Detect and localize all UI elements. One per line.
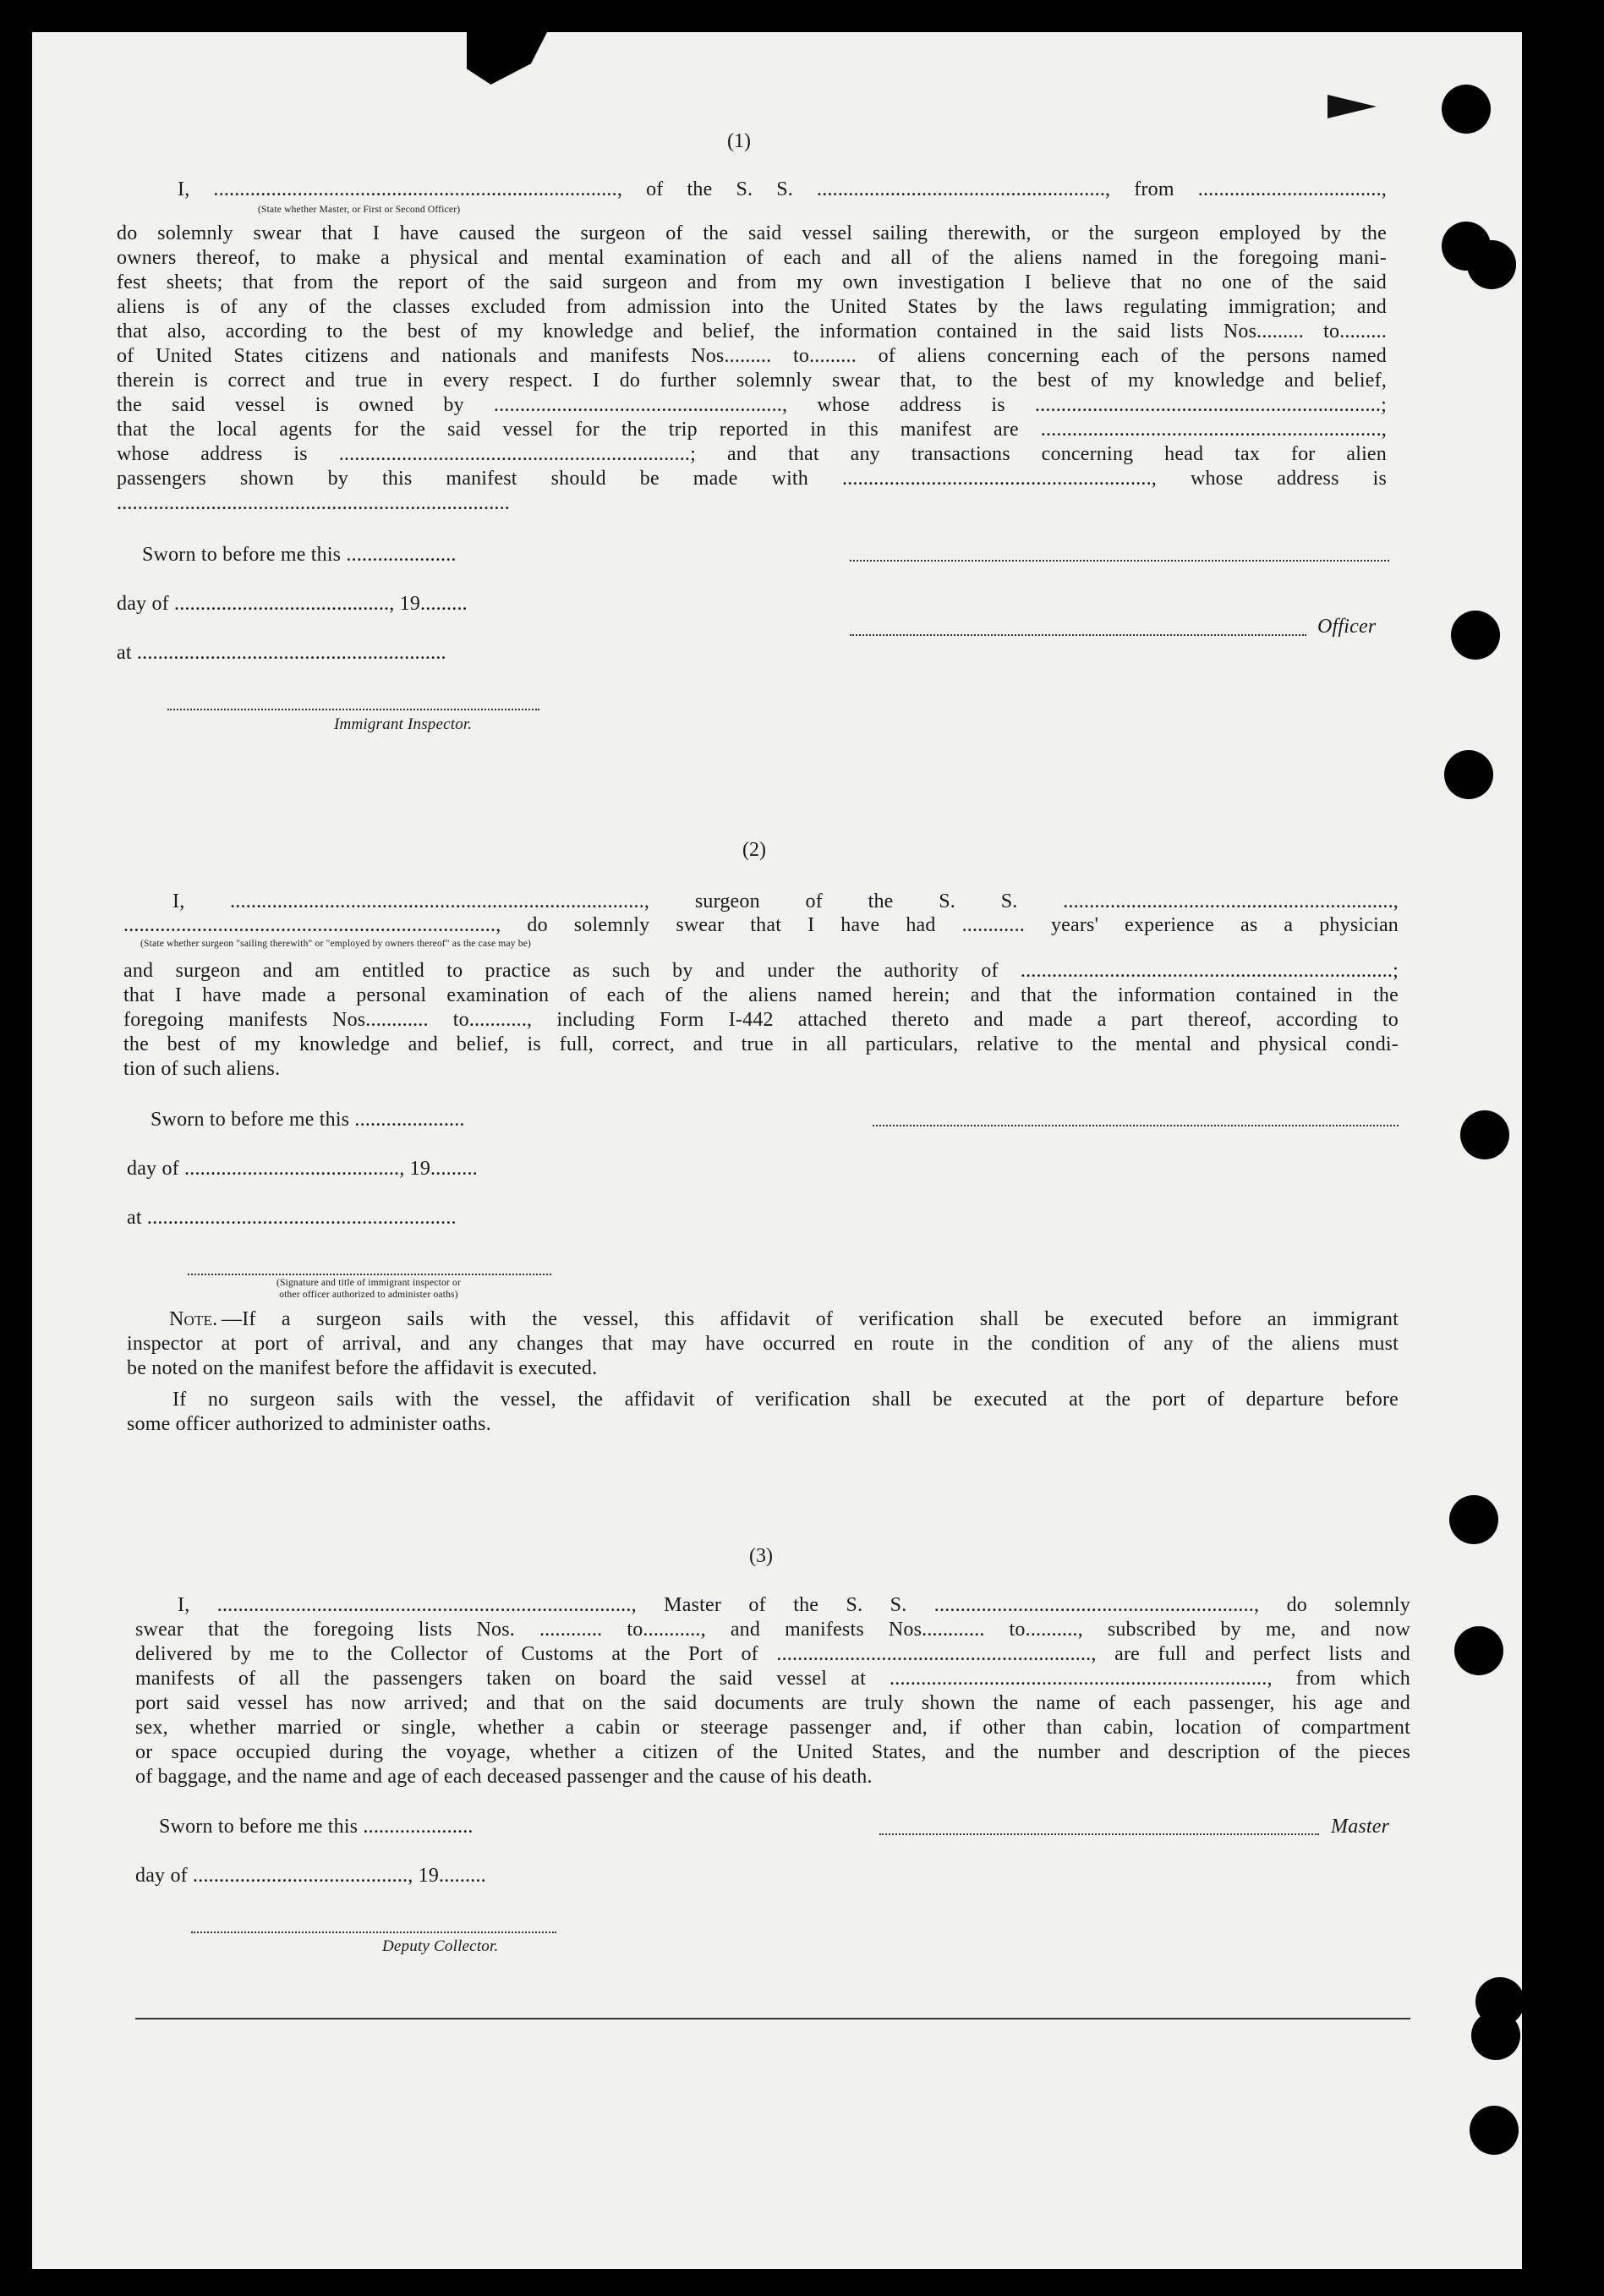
bottom-rule (135, 2018, 1410, 2019)
body-line: of United States citizens and nationals and manifests Nos......... to......... of aliens concerning each of the persons named (117, 345, 1387, 367)
at-line: at ........................................................... (127, 1207, 457, 1229)
field-caption: (State whether Master, or First or Second Officer) (258, 205, 461, 215)
day-line: day of ........................................., 19......... (135, 1865, 486, 1887)
inspector-signature-line (167, 709, 539, 710)
body-line: do solemnly swear that I have caused the surgeon of the said vessel sailing therewith, or the surgeon employed by the (117, 222, 1387, 244)
at-line: at ........................................................... (117, 642, 446, 664)
oath-line-1: I, ............................................................................., of the S. S. ......................................................., from ..................................., (178, 178, 1387, 200)
body-line: the best of my knowledge and belief, is full, correct, and true in all particulars, relative to the mental and physical condi- (123, 1033, 1399, 1055)
body-line: tion of such aliens. (123, 1058, 281, 1080)
body-line: or space occupied during the voyage, whether a citizen of the United States, and the number and description of the pieces (135, 1741, 1410, 1763)
inspector-label: Immigrant Inspector. (334, 715, 473, 733)
deputy-signature-line (191, 1932, 556, 1933)
master-label: Master (1331, 1816, 1390, 1838)
field-caption: (State whether surgeon "sailing therewith" or "employed by owners thereof" as the case may be) (140, 939, 532, 949)
body-line: swear that the foregoing lists Nos. ............ to..........., and manifests Nos............ to.........., subscribed by me, and now (135, 1619, 1410, 1641)
body-line: aliens is of any of the classes excluded from admission into the United States by the laws regulating immigration; and (117, 296, 1387, 318)
body-line: sex, whether married or single, whether a cabin or steerage passenger and, if other than cabin, location of compartment (135, 1717, 1410, 1739)
note-line: inspector at port of arrival, and any changes that may have occurred en route in the condition of any of the aliens must (127, 1333, 1399, 1355)
arrow-mark (1328, 95, 1377, 118)
body-line: passengers shown by this manifest should be made with ..........................................................., whose address is (117, 468, 1387, 490)
punch-hole (1467, 240, 1516, 289)
signature-line (873, 1125, 1399, 1126)
oath-line-1: I, ..............................................................................., surgeon of the S. S. ..............................................................., (172, 890, 1399, 912)
punch-hole (1471, 2011, 1520, 2060)
deputy-label: Deputy Collector. (382, 1937, 499, 1955)
body-line: therein is correct and true in every respect. I do further solemnly swear that, to the best of my knowledge and belief, (117, 370, 1387, 392)
punch-hole (1442, 85, 1491, 134)
day-line: day of ........................................., 19......... (117, 593, 468, 615)
body-line: delivered by me to the Collector of Customs at the Port of ............................................................, are full and perfect lists and (135, 1643, 1410, 1665)
sworn-line: Sworn to before me this ..................... (142, 544, 457, 566)
body-line: that I have made a personal examination of each of the aliens named herein; and that the information contained in the (123, 984, 1399, 1006)
section-number: (1) (727, 130, 751, 152)
master-signature-line (879, 1833, 1319, 1835)
punch-hole (1449, 1495, 1498, 1544)
body-line: I, ..............................................................................., Master of the S. S. ............................................................., do solemnly (178, 1594, 1410, 1616)
section-number: (3) (749, 1545, 773, 1567)
body-line: of baggage, and the name and age of each deceased passenger and the cause of his death. (135, 1766, 873, 1788)
body-line: owners thereof, to make a physical and mental examination of each and all of the aliens named in the foregoing mani- (117, 247, 1387, 269)
sworn-line: Sworn to before me this ..................... (151, 1109, 465, 1131)
officer-signature-line (850, 560, 1389, 562)
punch-hole (1460, 1110, 1509, 1159)
body-line: port said vessel has now arrived; and that on the said documents are truly shown the name of each passenger, his age and (135, 1692, 1410, 1714)
signature-line (188, 1274, 551, 1275)
day-line: day of ........................................., 19......... (127, 1158, 478, 1180)
oath-line-2: ......................................................................., do solemnly swear that I have had ............ years' experience as a physician (123, 914, 1399, 936)
sworn-line: Sworn to before me this ..................... (159, 1816, 474, 1838)
note-line: be noted on the manifest before the affidavit is executed. (127, 1357, 598, 1379)
note-line: some officer authorized to administer oaths. (127, 1413, 491, 1435)
body-line: foregoing manifests Nos............ to..........., including Form I-442 attached thereto and made a part thereof, according to (123, 1009, 1399, 1031)
body-line: and surgeon and am entitled to practice as such by and under the authority of .......................................................................; (123, 960, 1399, 982)
officer-signature-line (850, 634, 1306, 636)
body-line: that the local agents for the said vessel for the trip reported in this manifest are ................................................................., (117, 419, 1387, 441)
body-line: the said vessel is owned by ......................................................., whose address is ..................................................................; (117, 394, 1387, 416)
punch-hole (1454, 1626, 1503, 1675)
body-line: manifests of all the passengers taken on board the said vessel at ........................................................................, from which (135, 1668, 1410, 1690)
note-line: —If a surgeon sails with the vessel, this affidavit of verification shall be executed before an immigrant (222, 1308, 1399, 1330)
note-line: If no surgeon sails with the vessel, the affidavit of verification shall be executed at the port of departure before (172, 1389, 1399, 1411)
signature-caption: (Signature and title of immigrant inspector or other officer authorized to administer oaths) (276, 1278, 462, 1300)
punch-hole (1444, 750, 1493, 799)
note-label: Note. (169, 1308, 218, 1330)
body-line: ........................................................................... (117, 492, 510, 514)
body-line: fest sheets; that from the report of the said surgeon and from my own investigation I believe that no one of the said (117, 271, 1387, 293)
punch-hole (1451, 611, 1500, 660)
body-line: whose address is ...................................................................; and that any transactions concerning head tax for alien (117, 443, 1387, 465)
section-number: (2) (742, 839, 766, 861)
body-line: that also, according to the best of my knowledge and belief, the information contained in the said lists Nos......... to......... (117, 321, 1387, 342)
officer-label: Officer (1317, 616, 1377, 638)
punch-hole (1470, 2106, 1519, 2155)
